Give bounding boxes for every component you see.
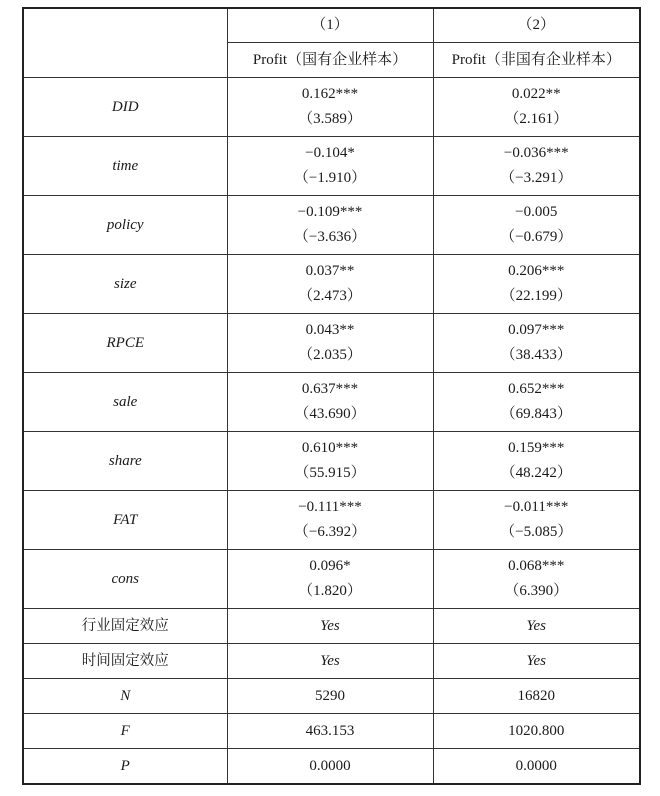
coefficient: 0.068*** [508, 558, 565, 574]
col2-cell [433, 432, 640, 491]
table-row [23, 550, 640, 609]
coefficient: 0.037** [305, 263, 355, 279]
stat-row-p [23, 749, 640, 785]
table-row [23, 137, 640, 196]
coefficient: 0.637*** [301, 381, 359, 397]
coefficient: 0.022** [511, 86, 561, 102]
coefficient: 0.097*** [508, 322, 565, 338]
stat-label: F [23, 714, 227, 749]
coefficient: 0.652*** [508, 381, 565, 397]
coefficient: 0.162*** [301, 86, 359, 102]
table-row [23, 78, 640, 137]
stat-value: Yes [227, 644, 433, 679]
coefficient: −0.005 [515, 204, 558, 220]
col1-cell [227, 373, 433, 432]
variable-name: policy [23, 196, 227, 255]
col1-sample: Profit（国有企业样本） [227, 43, 433, 78]
table-row [23, 255, 640, 314]
col2-cell [433, 255, 640, 314]
variable-name: RPCE [23, 314, 227, 373]
col1-cell [227, 137, 433, 196]
t-statistic: （−1.910） [293, 170, 367, 186]
stat-row-n [23, 679, 640, 714]
variable-name: DID [23, 78, 227, 137]
col2-cell [433, 196, 640, 255]
col1-cell [227, 550, 433, 609]
col1-cell [227, 196, 433, 255]
stat-value: Yes [433, 644, 640, 679]
t-statistic: （−6.392） [293, 524, 367, 540]
table-row [23, 373, 640, 432]
coefficient: 0.159*** [508, 440, 565, 456]
col2-number: （2） [433, 8, 640, 43]
t-statistic: （−5.085） [500, 524, 573, 540]
t-statistic: （−3.636） [293, 229, 367, 245]
variable-name: size [23, 255, 227, 314]
col1-cell [227, 314, 433, 373]
t-statistic: （48.242） [500, 465, 572, 481]
coefficient: −0.011*** [504, 499, 569, 515]
t-statistic: （38.433） [500, 347, 572, 363]
col2-cell [433, 78, 640, 137]
header-row-numbers [23, 8, 640, 43]
stat-label: P [23, 749, 227, 785]
variable-name: share [23, 432, 227, 491]
coefficient: 0.043** [305, 322, 355, 338]
t-statistic: （2.473） [298, 288, 362, 304]
t-statistic: （69.843） [500, 406, 572, 422]
col1-cell [227, 491, 433, 550]
t-statistic: （2.035） [298, 347, 362, 363]
coefficient: 0.610*** [301, 440, 359, 456]
stat-value: 0.0000 [227, 749, 433, 785]
header-corner [23, 8, 227, 78]
table-row [23, 491, 640, 550]
stat-value: 0.0000 [433, 749, 640, 785]
coefficient: 0.096* [309, 558, 351, 574]
table-row [23, 196, 640, 255]
coefficient: −0.104* [305, 145, 355, 161]
stat-row-industry-fe [23, 609, 640, 644]
stat-label: N [23, 679, 227, 714]
t-statistic: （6.390） [504, 583, 569, 599]
t-statistic: （−3.291） [500, 170, 573, 186]
t-statistic: （3.589） [298, 111, 362, 127]
coefficient: −0.109*** [297, 204, 363, 220]
stat-label: 行业固定效应 [23, 609, 227, 644]
col1-cell [227, 255, 433, 314]
col1-number: （1） [227, 8, 433, 43]
t-statistic: （43.690） [294, 406, 366, 422]
col1-cell [227, 78, 433, 137]
variable-name: sale [23, 373, 227, 432]
stat-value: 16820 [433, 679, 640, 714]
variable-name: cons [23, 550, 227, 609]
col2-cell [433, 137, 640, 196]
coefficient: 0.206*** [508, 263, 565, 279]
t-statistic: （1.820） [298, 583, 362, 599]
t-statistic: （−0.679） [500, 229, 573, 245]
table-row [23, 314, 640, 373]
col2-cell [433, 373, 640, 432]
stat-value: 463.153 [227, 714, 433, 749]
col2-cell [433, 314, 640, 373]
t-statistic: （55.915） [294, 465, 366, 481]
stat-value: 5290 [227, 679, 433, 714]
coefficient: −0.036*** [503, 145, 569, 161]
stat-label: 时间固定效应 [23, 644, 227, 679]
t-statistic: （2.161） [504, 111, 569, 127]
col2-cell [433, 550, 640, 609]
stat-value: Yes [433, 609, 640, 644]
variable-name: FAT [23, 491, 227, 550]
col2-cell [433, 491, 640, 550]
variable-name: time [23, 137, 227, 196]
stat-value: 1020.800 [433, 714, 640, 749]
stat-value: Yes [227, 609, 433, 644]
col1-cell [227, 432, 433, 491]
regression-table [22, 7, 641, 785]
stat-row-time-fe [23, 644, 640, 679]
stat-row-f [23, 714, 640, 749]
coefficient: −0.111*** [298, 499, 362, 515]
col2-sample: Profit（非国有企业样本） [433, 43, 640, 78]
table-row [23, 432, 640, 491]
t-statistic: （22.199） [500, 288, 572, 304]
